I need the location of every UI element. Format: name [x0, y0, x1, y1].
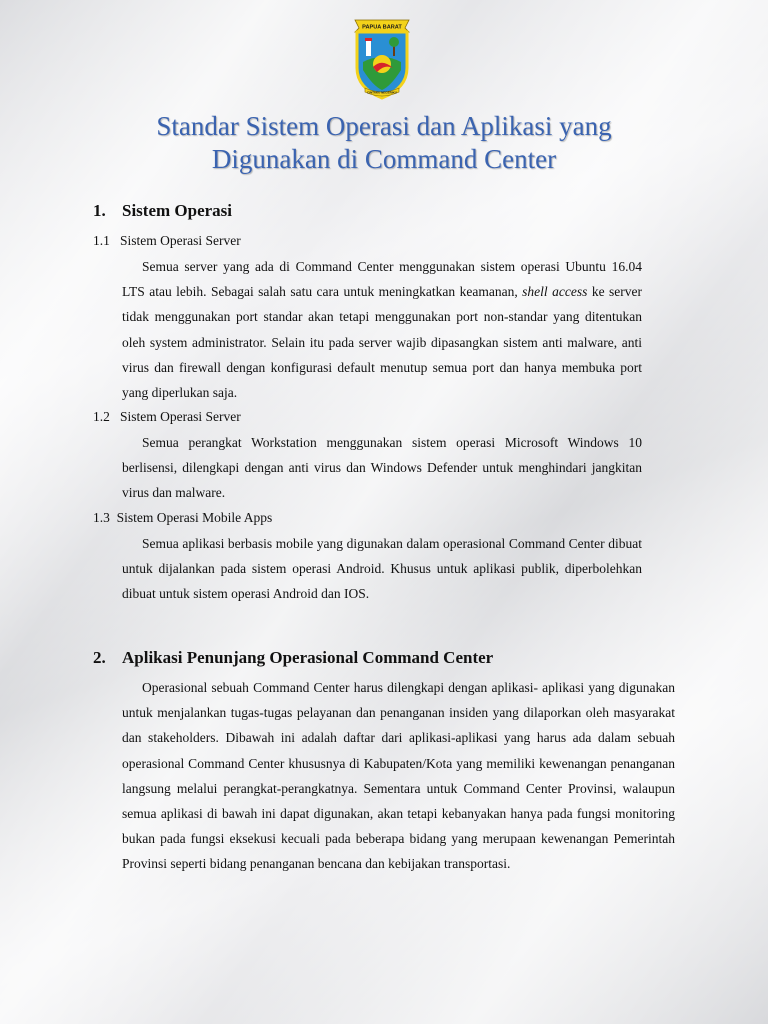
- section-2-heading: [93, 648, 493, 668]
- subsection-1-2-paragraph: [122, 430, 642, 506]
- subsection-1-3-paragraph: [122, 531, 642, 607]
- title-line-2: Digunakan di Command Center: [211, 144, 557, 174]
- subsection-title: Sistem Operasi Server: [120, 233, 241, 248]
- document-title: [60, 110, 708, 176]
- section-2-paragraph: [122, 675, 675, 877]
- subsection-title: Sistem Operasi Server: [120, 409, 241, 424]
- subsection-number: 1.2: [93, 409, 110, 424]
- subsection-number: 1.1: [93, 233, 110, 248]
- emblem-banner-text: PAPUA BARAT: [362, 24, 402, 31]
- section-title: Aplikasi Penunjang Operasional Command Center: [122, 648, 494, 667]
- paragraph-text: Semua perangkat Workstation menggunakan sistem operasi Microsoft Windows 10 berlisensi, dilengkapi dengan anti virus dan Windows Defender untuk menghindari jangkitan virus dan malware.: [122, 435, 642, 501]
- subsection-number: 1.3: [93, 510, 110, 525]
- paragraph-text: Operasional sebuah Command Center harus dilengkapi dengan aplikasi- aplikasi yang digunakan untuk menjalankan tugas-tugas pelayanan dan penanganan insiden yang dilaporkan oleh masyarakat dan stakeholders. Dibawah ini adalah daftar dari aplikasi-aplikasi yang harus ada dalam sebuah operasional Command Center khususnya di Kabupaten/Kota yang memiliki kewenangan penanganan langsung melalui perangkat-perangkatnya. Sementara untuk Command Center Provinsi, walaupun semua aplikasi di bawah ini dapat digunakan, akan tetapi kebanyakan hanya pada fungsi monitoring bukan pada fungsi eksekusi kecuali pada beberapa bidang yang merupaan kewenangan Pemerintah Provinsi seperti bidang penanganan bencana dan kebijakan transportasi.: [122, 680, 675, 872]
- section-title: Sistem Operasi: [122, 201, 233, 220]
- section-number: 1.: [93, 201, 106, 220]
- section-1-heading: [93, 201, 232, 221]
- title-line-1: Standar Sistem Operasi dan Aplikasi yang: [156, 111, 612, 141]
- subsection-1-1-heading: [93, 233, 241, 249]
- subsection-1-2-heading: [93, 409, 241, 425]
- papua-barat-emblem-icon: [351, 12, 413, 102]
- emblem-motto-text: CINTAKU NEGERIKU: [367, 90, 397, 95]
- subsection-1-3-heading: [93, 510, 272, 526]
- paragraph-text: ke server tidak menggunakan port standar akan tetapi menggunakan port non-standar yang ditentukan oleh system administrator. Selain itu pada server wajib dipasangkan sistem anti malware, anti virus dan firewall dengan konfigurasi default menutup semua port dan hanya membuka port yang diperlukan saja.: [122, 284, 642, 401]
- subsection-title: Sistem Operasi Mobile Apps: [116, 510, 273, 525]
- italic-term: shell access: [522, 284, 588, 300]
- subsection-1-1-paragraph: [122, 254, 642, 405]
- paragraph-text: Semua aplikasi berbasis mobile yang digunakan dalam operasional Command Center dibuat untuk dijalankan pada sistem operasi Android. Khusus untuk aplikasi publik, diperbolehkan dibuat untuk sistem operasi Android dan IOS.: [122, 536, 642, 602]
- paragraph-text: Semua server yang ada di Command Center menggunakan sistem operasi Ubuntu 16.04 LTS atau lebih. Sebagai salah satu cara untuk meningkatkan keamanan,: [122, 259, 642, 300]
- section-number: 2.: [93, 648, 106, 667]
